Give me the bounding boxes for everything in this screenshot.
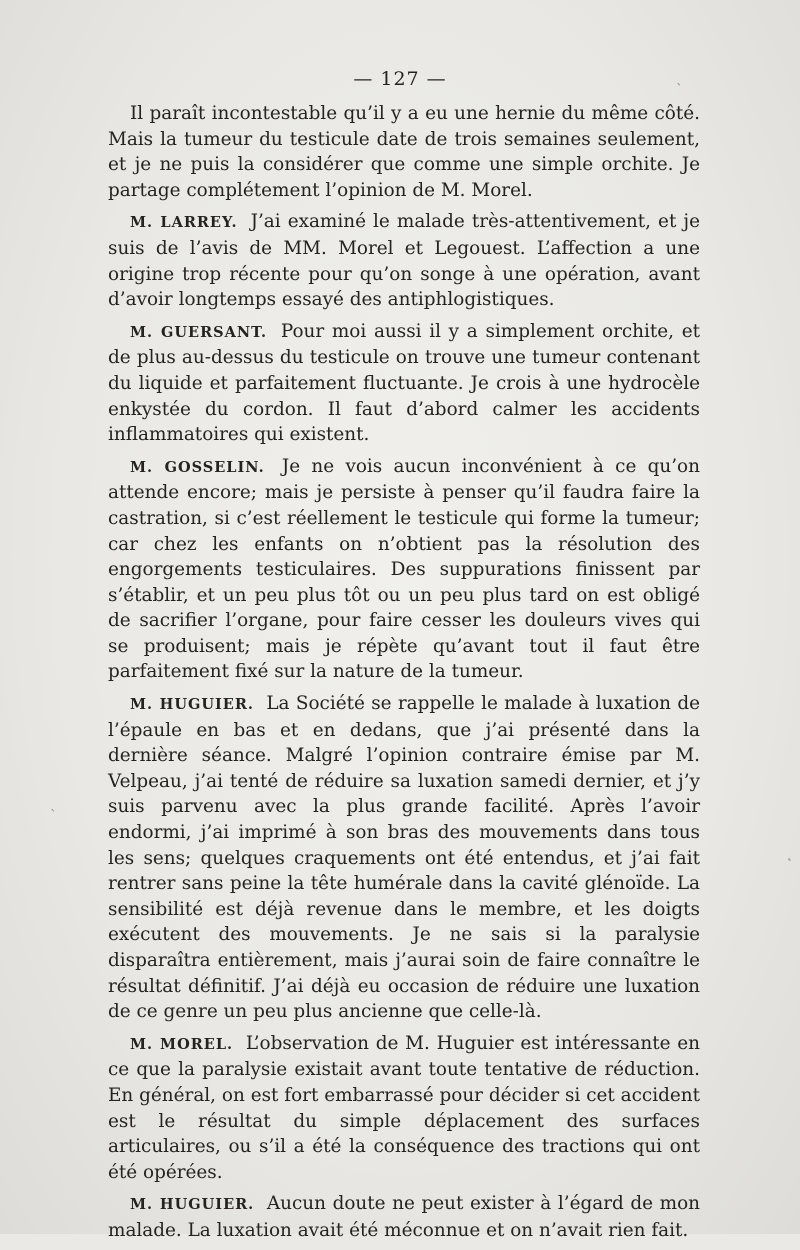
page-body: [108, 101, 700, 1250]
paragraph-morel: [108, 1031, 700, 1186]
paragraph-guersant: [108, 319, 700, 448]
speaker-name: M. GUERSANT.: [130, 323, 268, 341]
speaker-name: M. GOSSELIN.: [130, 458, 265, 476]
paragraph-larrey: [108, 209, 700, 312]
scan-mark: ˛: [786, 846, 793, 862]
paragraph-gosselin: [108, 454, 700, 685]
paragraph-text: Aucun doute ne peut exister à l’égard de mon malade. La luxation avait été méconnue et on n’avait rien fait.: [108, 1193, 700, 1241]
page-number: — 127 —: [353, 68, 447, 90]
scan-mark: ˋ: [676, 82, 683, 98]
speaker-name: M. HUGUIER.: [130, 1196, 255, 1214]
paragraph-text: L’observation de M. Huguier est intéressante en ce que la paralysie existait avant toute tentative de réduction. En général, on est fort embarrassé pour décider si cet accident est le résultat du simple déplacement des surfaces articulaires, ou s’il a été la conséquence des tractions qui ont été opérées.: [108, 1032, 700, 1183]
speaker-name: M. HUGUIER.: [130, 696, 254, 714]
paragraph-huguier-1: [108, 691, 700, 1025]
paragraph-text: Il paraît incontestable qu’il y a eu une hernie du même côté. Mais la tumeur du testicule date de trois semaines seulement, et je ne puis la considérer que comme une simple orchite. Je partage complétement l’opinion de M. Morel.: [108, 103, 700, 201]
paragraph-text: Je ne vois aucun inconvénient à ce qu’on attende encore; mais je persiste à penser qu’il faudra faire la castration, si c’est réellement le testicule qui forme la tumeur; car chez les enfants on n’obtient pas la résolution des engorgements testiculaires. Des suppurations finissent par s’établir, et un peu plus tôt ou un peu plus tard on est obligé de sacrifier l’organe, pour faire cesser les douleurs vives qui se produisent; mais je répète qu’avant tout il faut être parfaitement fixé sur la nature de la tumeur.: [108, 455, 700, 683]
paragraph-text: J’ai examiné le malade très-attentivement, et je suis de l’avis de MM. Morel et Legouest. L’affection a une origine trop récente pour qu’on songe à une opération, avant d’avoir longtemps essayé des antiphlogistiques.: [108, 211, 700, 311]
paragraph-huguier-2: [108, 1191, 700, 1243]
speaker-name: M. LARREY.: [130, 214, 238, 232]
paragraph-text: Pour moi aussi il y a simplement orchite, et de plus au-dessus du testicule on trouve une tumeur contenant du liquide et parfaitement fluctuante. Je crois à une hydrocèle enkystée du cordon. Il faut d’abord calmer les accidents inflammatoires qui existent.: [108, 320, 700, 446]
scan-mark: ˋ: [50, 808, 57, 824]
speaker-name: M. MOREL.: [130, 1035, 234, 1053]
paragraph-intro: [108, 101, 700, 203]
paragraph-text: La Société se rappelle le malade à luxation de l’épaule en bas et en dedans, que j’ai présenté dans la dernière séance. Malgré l’opinion contraire émise par M. Velpeau, j’ai tenté de réduire sa luxation samedi dernier, et j’y suis parvenu avec la plus grande facilité. Après l’avoir endormi, j’ai imprimé à son bras des mouvements dans tous les sens; quelques craquements ont été entendus, et j’ai fait rentrer sans peine la tête humérale dans la cavité glénoïde. La sensibilité est déjà revenue dans le membre, et les doigts exécutent des mouvements. Je ne sais si la paralysie disparaîtra entièrement, mais j’aurai soin de faire connaître le résultat définitif. J’ai déjà eu occasion de réduire une luxation de ce genre un peu plus ancienne que celle-là.: [108, 693, 701, 1023]
